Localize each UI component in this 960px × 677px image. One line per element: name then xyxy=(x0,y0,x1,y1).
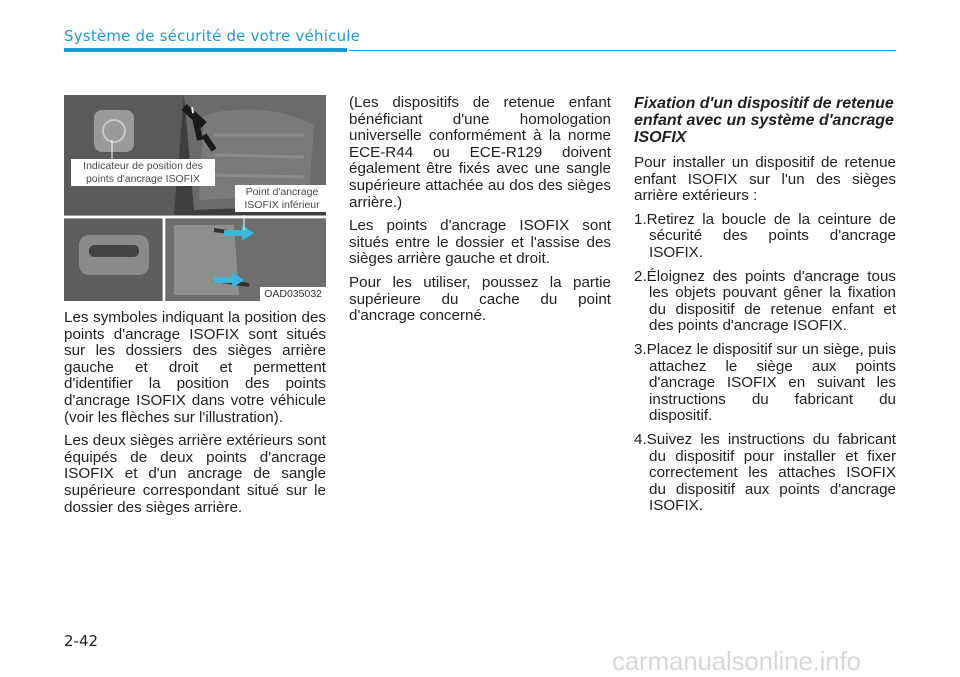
page-header-title: Système de sécurité de votre véhicule xyxy=(64,27,361,45)
watermark: carmanualsonline.info xyxy=(612,646,861,676)
list-item: 2.Éloignez des points d'ancrage tous les objets pouvant gêner la fixation du dispositif de retenue enfant et des points d'ancrage ISOFIX. xyxy=(634,267,896,335)
column-middle xyxy=(349,95,611,332)
list-item: 1.Retirez la boucle de la ceinture de sécurité des points d'ancrage ISOFIX. xyxy=(634,210,896,261)
header-accent-bar xyxy=(64,48,347,52)
paragraph: Les points d'ancrage ISOFIX sont situés entre le dossier et l'assise des sièges arrière gauche et droit. xyxy=(349,217,611,268)
paragraph: Pour installer un dispositif de retenue enfant ISOFIX sur l'un des sièges arrière extérieurs : xyxy=(634,154,896,205)
paragraph: (Les dispositifs de retenue enfant bénéficiant d'une homologation universelle conformément à la norme ECE-R44 ou ECE-R129 doivent également être fixés avec une sangle supérieure attachée au dos des sièges arrière.) xyxy=(349,94,611,211)
figure-code: OAD035032 xyxy=(260,287,326,301)
callout-lower-anchor: Point d'ancrage ISOFIX inférieur xyxy=(235,185,326,212)
callout-isofix-indicator: Indicateur de position des points d'ancrage ISOFIX xyxy=(71,159,215,186)
paragraph: Les deux sièges arrière extérieurs sont équipés de deux points d'ancrage ISOFIX et d'un ancrage de sangle supérieure correspondant situé sur le dossier des sièges arrière. xyxy=(64,432,326,516)
column-right xyxy=(634,95,896,522)
paragraph: Pour les utiliser, poussez la partie supérieure du cache du point d'ancrage concerné. xyxy=(349,273,611,325)
page-number: 2-42 xyxy=(64,632,99,650)
list-item: 3.Placez le dispositif sur un siège, puis attachez le siège aux points d'ancrage ISOFIX en suivant les instructions du fabricant du dispositif. xyxy=(634,340,896,425)
list-item: 4.Suivez les instructions du fabricant du dispositif pour installer et fixer correctement les attaches ISOFIX du dispositif aux points d'ancrage ISOFIX. xyxy=(634,430,896,515)
section-title: Fixation d'un dispositif de retenue enfant avec un système d'ancrage ISOFIX xyxy=(634,95,894,146)
steps-list xyxy=(634,212,896,515)
column-left xyxy=(64,310,326,523)
paragraph: Les symboles indiquant la position des points d'ancrage ISOFIX sont situés sur les dossiers des sièges arrière gauche et droit et permettent d'identifier la position des points d'ancrage ISOFIX dans votre véhicule (voir les flèches sur l'illustration). xyxy=(64,309,326,426)
header-rule xyxy=(349,50,896,51)
isofix-figure xyxy=(64,95,326,301)
